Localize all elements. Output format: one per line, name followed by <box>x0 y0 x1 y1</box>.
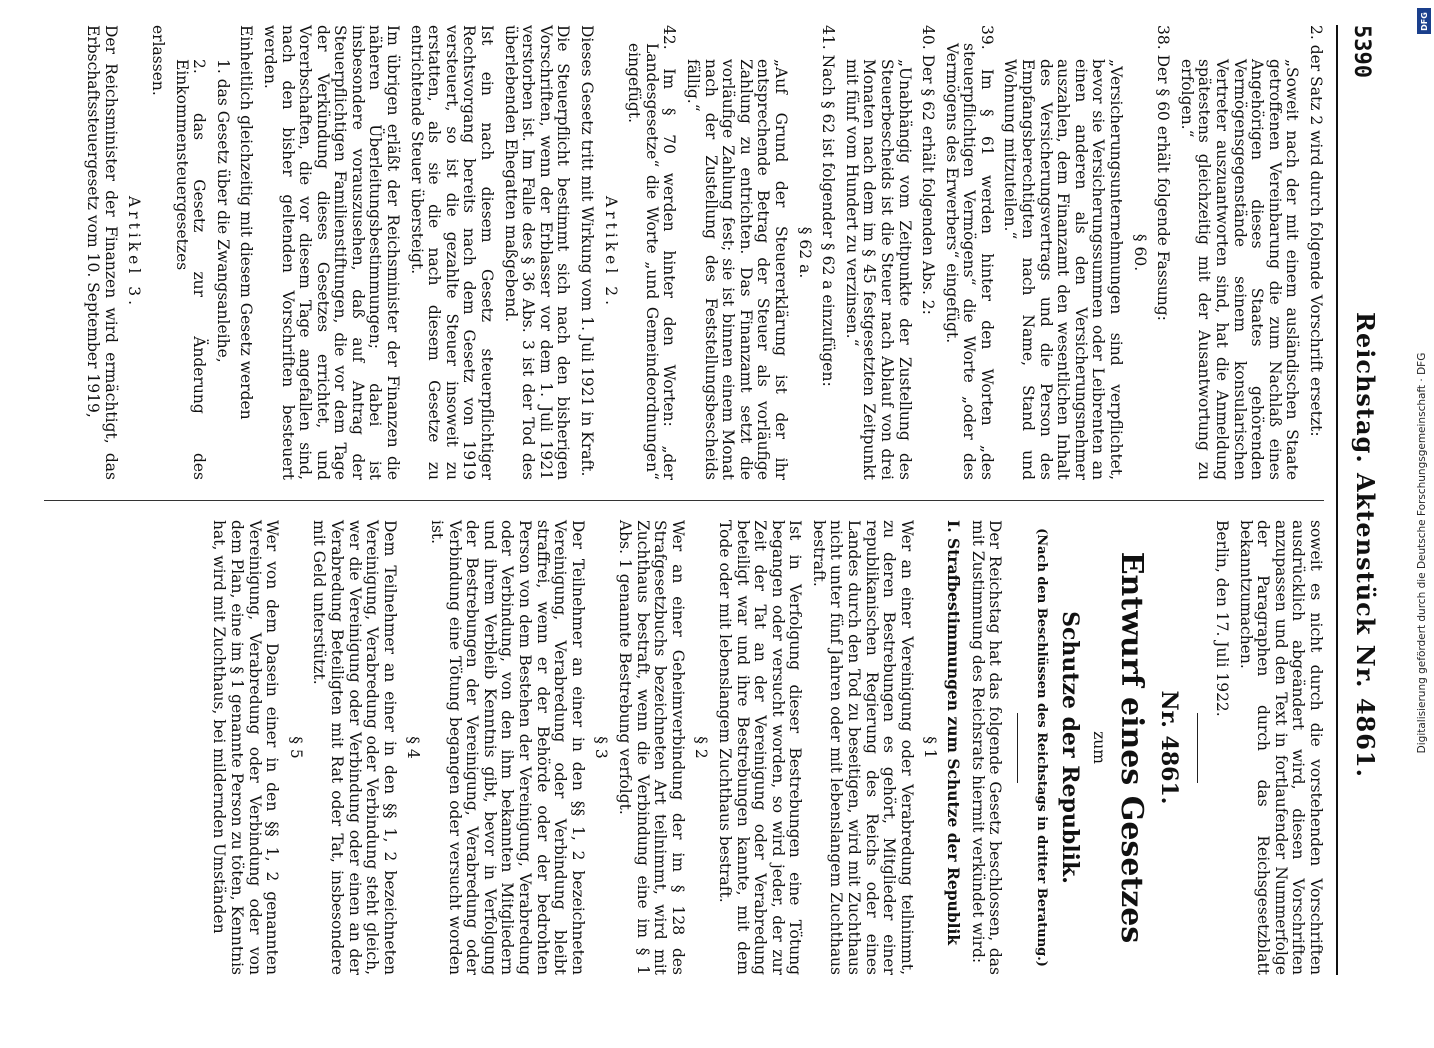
item-2: 2. der Satz 2 wird durch folgende Vorschrift ersetzt: <box>1307 25 1325 437</box>
continuation-text: soweit es nicht durch die vorstehenden Vorschriften ausdrücklich abgeändert wird, diesen Vorschriften anzupassen und den Text in fortlaufender Nummerfolge der Paragraphen durch das Reichsgesetzblatt bekanntzumachen. <box>1236 520 1325 975</box>
document-title: Entwurf eines Gesetzes <box>1114 551 1150 944</box>
para-62a-heading: § 62 a. <box>795 226 814 279</box>
document-subtitle: Schutze der Republik. <box>1056 611 1083 884</box>
item-41: 41. Nach § 62 ist folgender § 62 a einzufügen: <box>819 25 838 387</box>
dfg-logo-icon: DFG <box>1417 8 1431 34</box>
para-1-text-a: Wer an einer Vereinigung oder Verabredung teilnimmt, zu deren Bestrebungen es gehört, Mitglieder einer republikanischen Regierung des Reichs oder eines Landes durch den Tod zu beseitigen, wird mit Zuchthaus nicht unter fünf Jahren oder mit lebenslangem Zuchthaus bestraft. <box>809 520 916 975</box>
running-title: Reichstag. Aktenstück Nr. 4861. <box>1351 312 1380 778</box>
quote-para-60: „Versicherungsunternehmungen sind verpflichtet, bevor sie Versicherungssummen oder Leibrenten an einen anderen als den Versicherungsnehmer auszahlen, dem Finanzamt den wesentlichen Inhalt des Versicherungsvertrags und die Person des Empfangsberechtigten nach Name, Stand und Wohnung mitzuteilen.“ <box>1001 59 1126 480</box>
enactment-clause: Der Reichstag hat das folgende Gesetz beschlossen, das mit Zustimmung des Reichsrats hiermit verkündet wird: <box>968 520 1005 975</box>
left-column <box>24 25 1324 480</box>
right-column <box>24 520 1324 975</box>
para-60-heading: § 60. <box>1130 233 1149 272</box>
quote-para-62a: „Auf Grund der Steuererklärung ist der ihr entsprechende Betrag der Steuer als vorläufige Zahlung zu entrichten. Das Finanzamt setzt die vorläufige Zahlung fest; sie ist binnen einem Monat nach der Zustellung des Feststellungsbescheids fällig.“ <box>684 59 790 480</box>
para-3-text: Der Teilnehmer an einer in den §§ 1, 2 bezeichneten Vereinigung, Verabredung oder Verbindung bleibt straffrei, wenn er der Behörde oder der bedrohten Person von dem Bestehen der Vereinigung, Verabredung oder Verbindung, von den ihm bekannten Mitgliedern und ihrem Verbleib Kenntnis gibt, bevor in Verfolgung der Bestrebungen der Vereinigung, Verabredung oder Verbindung eine Tötung begangen oder versucht worden ist. <box>428 520 587 975</box>
article-2-heading: Artikel 2. <box>601 195 620 310</box>
para-2-text: Wer an einer Geheimverbindung der im § 128 des Strafgesetzbuchs bezeichneten Art teilnimmt, wird mit Zuchthaus bestraft, wenn die Verbindung eine im § 1 Abs. 1 genannte Bestrebung verfolgt. <box>615 520 687 975</box>
document-number: Nr. 4861. <box>1156 690 1183 805</box>
para-4-text: Dem Teilnehmer an einer in den §§ 1, 2 bezeichneten Vereinigung, Verabredung oder Verbindung steht gleich, wer die Vereinigung oder Verbindung oder einen an der Verabredung Beteiligten mit Rat oder Tat, insbesondere mit Geld unterstützt. <box>310 520 399 975</box>
quote-para-62: „Unabhängig vom Zeitpunkte der Zustellung des Steuerbescheids ist die Steuer nach Ablauf von drei Monaten nach dem im § 45 festgesetzten Zeitpunkt mit fünf vom Hundert zu verzinsen.“ <box>842 59 914 480</box>
document-title-connector: zum <box>1090 731 1109 764</box>
article-2-para-2: Die Steuerpflicht bestimmt sich nach den bisherigen Vorschriften, wenn der Erblasser vor dem 1. Juli 1921 verstorben ist. Im Falle des § 36 Abs. 3 ist der Tod des überlebenden Ehegatten maßgebend. <box>501 25 573 480</box>
article-3-para: Der Reichsminister der Finanzen wird ermächtigt, das Erbschaftssteuergesetz vom 10. September 1919, <box>84 25 120 480</box>
page-header <box>1340 25 1380 975</box>
quote-nachlass: „Soweit nach der mit einem ausländischen Staate getroffenen Vereinbarung die zum Nachlaß eines Angehörigen dieses Staates gehörenden Vermögensgegenstände seinem konsularischen Vertreter auszuantworten sind, hat die Anmeldung spätestens gleichzeitig mit der Ausantwortung zu erfolgen.“ <box>1177 59 1302 480</box>
item-40: 40. Der § 62 erhält folgenden Abs. 2: <box>919 25 938 315</box>
article-2-para-1: Dieses Gesetz tritt mit Wirkung vom 1. Juli 1921 in Kraft. <box>578 25 597 477</box>
para-3-heading: § 3 <box>592 736 611 759</box>
para-5-heading: § 5 <box>286 736 305 759</box>
dateline: Berlin, den 17. Juli 1922. <box>1213 520 1232 717</box>
para-5-text: Wer von dem Dasein einer in den §§ 1, 2 genannten Vereinigung, Verabredung oder Verbindung oder von dem Plan, eine im § 1 genannte Person zu töten, Kenntnis hat, wird mit Zuchthaus, bei mildernden Umständen <box>210 520 282 975</box>
header-rule <box>1336 25 1338 975</box>
digitization-credit-strip <box>1416 6 1432 996</box>
para-1-heading: § 1 <box>921 736 940 759</box>
item-42: 42. Im § 70 werden hinter den Worten: „der Landesgesetze“ die Worte „und Gemeindeordnungen“ eingefügt. <box>625 25 679 480</box>
column-divider <box>44 500 1324 501</box>
para-4-heading: § 4 <box>404 736 423 759</box>
article-2-para-5: Einheitlich gleichzeitig mit diesem Gesetz werden <box>237 25 256 420</box>
article-2-para-4: Im übrigen erläßt der Reichsminister der Finanzen die näheren Überleitungsbestimmungen; dabei ist insbesondere vorauszusehen, daß auf Antrag der Steuerpflichtigen Familienstiftungen, die vor dem Tage der Verkündung dieses Gesetzes errichtet, und Vorerbschaften, die vor diesem Tage angefallen sind, nach den bisher geltenden Vorschriften besteuert werden. <box>260 25 403 480</box>
funding-note: Digitalisierung gefördert durch die Deutsche Forschungsgemeinschaft · DFG <box>1416 352 1428 754</box>
para-1-text-b: Ist in Verfolgung dieser Bestrebungen eine Tötung begangen oder versucht worden, so wird jeder, der zur Zeit der Tat an der Vereinigung oder Verabredung beteiligt war und ihre Bestrebungen kannte, mit dem Tode oder mit lebenslangem Zuchthaus bestraft. <box>715 520 805 975</box>
article-2-closing: erlassen. <box>148 25 167 96</box>
item-38: 38. Der § 60 erhält folgende Fassung: <box>1154 25 1173 321</box>
article-3-heading: Artikel 3. <box>125 195 144 310</box>
para-2-heading: § 2 <box>692 736 711 759</box>
law-list-2: 2. das Gesetz zur Änderung des Einkommensteuergesetzes <box>172 59 209 480</box>
article-2-para-3: Ist ein nach diesem Gesetz steuerpflichtiger Rechtsvorgang bereits nach dem Gesetz von 1919 versteuert, so ist die gezahlte Steuer insoweit zu erstatten, als sie die nach diesem Gesetze zu entrichtende Steuer übersteigt. <box>407 25 497 480</box>
deliberation-note: (Nach den Beschlüssen des Reichstags in dritter Beratung.) <box>1033 528 1049 967</box>
item-39: 39. Im § 61 werden hinter den Worten „des steuerpflichtigen Vermögens“ die Worte „oder des Vermögens des Erwerbers“ eingefügt. <box>942 25 996 480</box>
separator-rule-2 <box>1017 713 1018 783</box>
separator-rule <box>1197 713 1198 783</box>
page-number: 5390 <box>1349 25 1374 78</box>
law-list-1: 1. das Gesetz über die Zwangsanleihe, <box>213 59 232 363</box>
section-heading: I. Strafbestimmungen zum Schutze der Republik <box>944 520 964 946</box>
